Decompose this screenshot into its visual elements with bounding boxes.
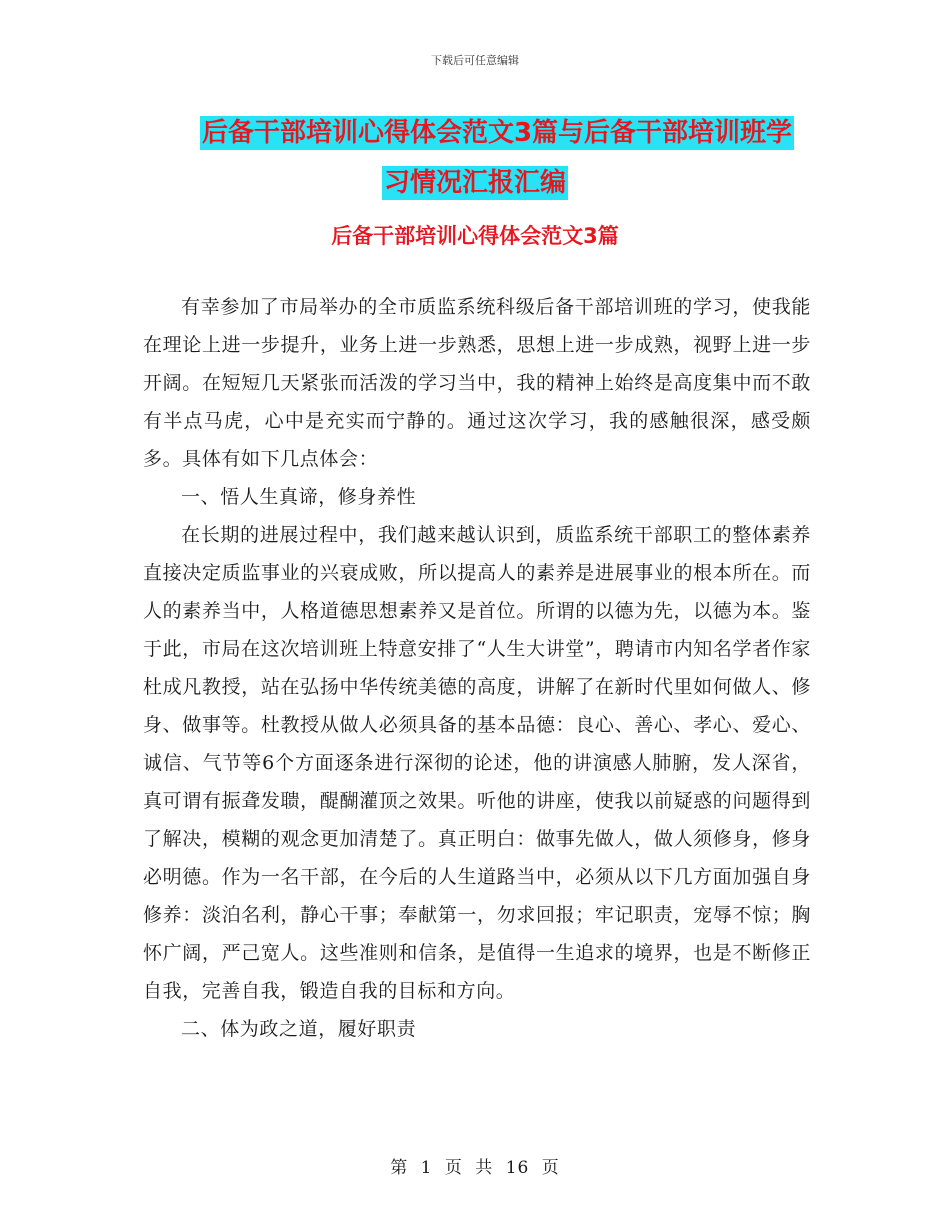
document-title	[0, 108, 950, 208]
header-note: 下载后可任意编辑	[431, 54, 519, 67]
heading-section-1: 一、悟人生真谛，修身养性	[181, 486, 417, 508]
heading-section-2: 二、体为政之道，履好职责	[181, 1018, 417, 1040]
document-title-line-1: 后备干部培训心得体会范文3篇与后备干部培训班学	[201, 118, 793, 148]
page-footer: 第 1 页 共 16 页	[390, 1158, 560, 1178]
section-title: 后备干部培训心得体会范文3篇	[331, 224, 619, 248]
paragraph-intro: 有幸参加了市局举办的全市质监系统科级后备干部培训班的学习，使我能在理论上进一步提升，业务上进一步熟悉，思想上进一步成熟，视野上进一步开阔。在短短几天紧张而活泼的学习当中，我的精神上始终是高度集中而不敢有半点马虎，心中是充实而宁静的。通过这次学习，我的感触很深，感受颇多。具体有如下几点体会：	[143, 296, 811, 470]
document-title-line-2: 习情况汇报汇编	[383, 168, 566, 198]
paragraph-section-1: 在长期的进展过程中，我们越来越认识到，质监系统干部职工的整体素养直接决定质监事业的兴衰成败，所以提高人的素养是进展事业的根本所在。而人的素养当中，人格道德思想素养又是首位。所谓的以德为先，以德为本。鉴于此，市局在这次培训班上特意安排了“人生大讲堂”，聘请市内知名学者作家杜成凡教授，站在弘扬中华传统美德的高度，讲解了在新时代里如何做人、修身、做事等。杜教授从做人必须具备的基本品德：良心、善心、孝心、爱心、诚信、气节等6个方面逐条进行深彻的论述，他的讲演感人肺腑，发人深省，真可谓有振聋发聩，醍醐灌顶之效果。听他的讲座，使我以前疑惑的问题得到了解决，模糊的观念更加清楚了。真正明白：做事先做人，做人须修身，修身必明德。作为一名干部，在今后的人生道路当中，必须从以下几方面加强自身修养：淡泊名利，静心干事；奉献第一，勿求回报；牢记职责，宠辱不惊；胸怀广阔，严己宽人。这些准则和信条，是值得一生追求的境界，也是不断修正自我，完善自我，锻造自我的目标和方向。	[143, 524, 811, 1002]
document-body	[143, 288, 811, 1048]
